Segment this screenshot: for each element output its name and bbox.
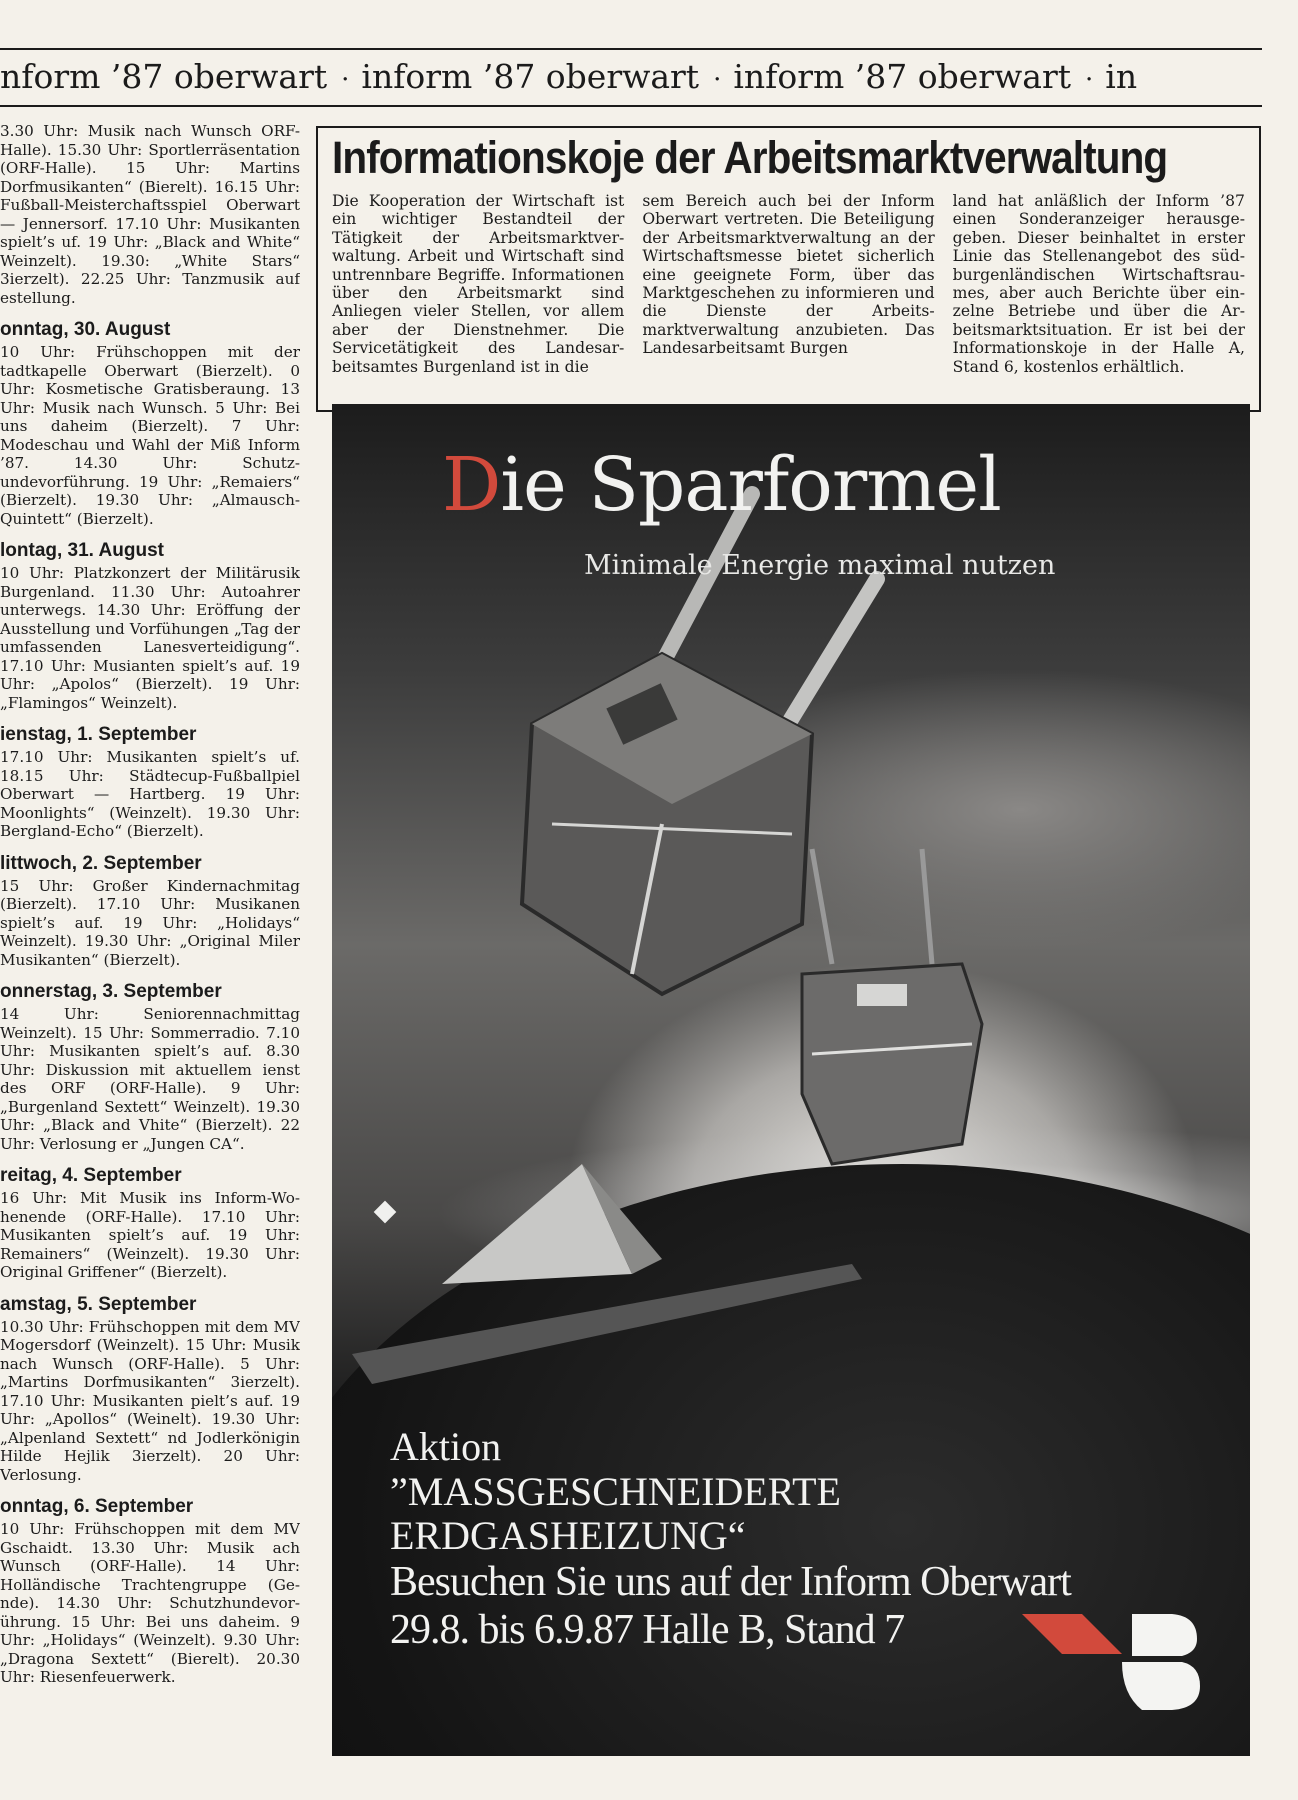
info-column-3: land hat anläßlich der Inform ’87 einen Sonderanzeiger herausgegeben. Dieser beinhaltet in erster Linie das Stellenangebot des südburgenländischen Wirtschaftsraumes, aber auch Berichte über einzelne Betriebe und über die Arbeitsmarktsituation. Er ist bei der Informationskoje in der Halle A, Stand 6, kostenlos erhältlich.: [952, 192, 1245, 376]
running-head-text: in: [1105, 57, 1138, 96]
running-head-text: inform ’87 oberwart: [733, 57, 1071, 96]
bottom-rule: [0, 105, 1262, 107]
separator-dot: ·: [341, 65, 350, 95]
schedule-day: [0, 1294, 300, 1485]
schedule-day: [0, 981, 300, 1153]
day-heading: onntag, 30. August: [0, 319, 171, 340]
ad-headline-initial: D: [442, 442, 501, 528]
schedule-text: 15 Uhr: Großer Kindernachmitag (Bierzelt). 17.10 Uhr: Musikanen spielt’s auf. 19 Uhr: „Holidays“ Weinzelt). 19.30 Uhr: „Original Miler Musikanten“ (Bierzelt).: [0, 876, 300, 969]
running-head: [0, 54, 1262, 100]
running-head-text: nform ’87 oberwart: [0, 57, 328, 96]
running-head-text: inform ’87 oberwart: [361, 57, 700, 96]
ad-subhead: Minimale Energie maximal nutzen: [584, 550, 1056, 581]
info-column-1: Die Kooperation der Wirtschaft ist ein wichtiger Bestandteil der Tätigkeit der Arbeitsmarktverwaltung. Arbeit und Wirtschaft sind untrennbare Begriffe. Informationen über den Arbeitsmarkt sind Anliegen vieler Stellen, vor allem aber der Dienstnehmer. Die Servicetätigkeit des Landesarbeitsamtes Burgenland ist in die: [332, 192, 625, 376]
schedule-day: [0, 122, 300, 307]
schedule-text: 10.30 Uhr: Frühschoppen mit dem MV Mogersdorf (Weinzelt). 15 Uhr: Musik nach Wunsch (ORF-Halle). 5 Uhr: „Martins Dorfmusikanten“ 3ierzelt). 17.10 Uhr: Musikanten pielt’s auf. 19 Uhr: „Apollos“ (Weinelt). 19.30 Uhr: „Alpenland Sextett“ nd Jodlerkönigin Hilde Hejlik 3ierzelt). 20 Uhr: Verlosung.: [0, 1317, 300, 1484]
advertisement: [332, 404, 1250, 1756]
schedule-day: [0, 853, 300, 970]
schedule-text: 10 Uhr: Platzkonzert der Militärusik Burgenland. 11.30 Uhr: Autoahrer unterwegs. 14.30 Uhr: Eröffung der Ausstellung und Vorfühungen „Tag der umfassenden Lanesverteidigung“. 17.10 Uhr: Musianten spielt’s auf. 19 Uhr: „Apolos“ (Bierzelt). 19 Uhr: „Flamingos“ Weinzelt).: [0, 564, 300, 712]
ad-line-4: Besuchen Sie uns auf der Inform Oberwart: [390, 1559, 1071, 1605]
top-rule: [0, 48, 1262, 50]
separator-dot: ·: [1085, 65, 1094, 95]
ad-line-2: ”MASSGESCHNEIDERTE: [390, 1469, 841, 1514]
ad-line-1: Aktion: [390, 1424, 502, 1469]
schedule-day: [0, 319, 300, 528]
day-heading: amstag, 5. September: [0, 1293, 197, 1315]
event-schedule: [0, 122, 300, 1772]
info-box-columns: [332, 192, 1245, 376]
ad-headline-rest: ie Sparformel: [500, 442, 1001, 528]
info-column-2: sem Bereich auch bei der Inform Oberwart vertreten. Die Beteiligung der Arbeitsmarktverwaltung an der Wirtschaftsmesse bietet sicherlich eine geeignete Form, über das Marktgeschehen zu informieren und die Dienste der Arbeitsmarktverwaltung anzubieten. Das Landesarbeitsamt Burgen: [642, 192, 935, 358]
schedule-day: [0, 724, 300, 841]
gas-meter-icon: [802, 849, 982, 1164]
info-box-title: Informationskoje der Arbeitsmarktverwaltung: [332, 132, 1168, 183]
day-heading: onntag, 6. September: [0, 1496, 194, 1517]
schedule-text: 16 Uhr: Mit Musik ins Inform-Wohenende (ORF-Halle). 17.10 Uhr: Musikanten spielt’s auf. 19 Uhr: Remainers“ (Weinzelt). 19.30 Uhr: Original Griffener“ (Bierzelt).: [0, 1189, 300, 1281]
schedule-day: [0, 540, 300, 712]
logo-icon: [1022, 1604, 1202, 1714]
schedule-day: [0, 1496, 300, 1687]
ad-line-5: 29.8. bis 6.9.87 Halle B, Stand 7: [390, 1607, 905, 1653]
day-heading: reitag, 4. September: [0, 1165, 182, 1186]
schedule-text: 10 Uhr: Frühschoppen mit dem MV Gschaidt. 13.30 Uhr: Musik ach Wunsch (ORF-Halle). 14 Uhr: Holländische Trachtengruppe (Gende). 14.30 Uhr: Schutzhundevorührung. 15 Uhr: Bei uns daheim. 9 Uhr: „Holidays“ (Weinzelt). 9.30 Uhr: „Dragona Sextett“ (Bierelt). 20.30 Uhr: Riesenfeuerwerk.: [0, 1520, 300, 1686]
schedule-text: 10 Uhr: Frühschoppen mit der tadtkapelle Oberwart (Bierzelt). 0 Uhr: Kosmetische Gratisberaung. 13 Uhr: Musik nach Wunsch. 5 Uhr: Bei uns daheim (Bierzelt). 7 Uhr: Modeschau und Wahl der Miß Inform ’87. 14.30 Uhr: Schutzundevorführung. 19 Uhr: „Remaiers“ (Bierzelt). 19.30 Uhr: „Almausch-Quintett“ (Bierzelt).: [0, 343, 300, 528]
day-heading: onnerstag, 3. September: [0, 981, 222, 1002]
pyramid-icon: [352, 1164, 862, 1384]
day-heading: ienstag, 1. September: [0, 724, 197, 745]
ad-line-3: ERDGASHEIZUNG“: [390, 1513, 746, 1558]
schedule-text: 17.10 Uhr: Musikanten spielt’s uf. 18.15 Uhr: Städtecup-Fußballpiel Oberwart — Hartberg. 19 Uhr: Moonlights“ (Weinzelt). 19.30 Uhr: Bergland-Echo“ (Bierzelt).: [0, 748, 300, 840]
schedule-text: 14 Uhr: Seniorennachmittag Weinzelt). 15 Uhr: Sommerradio. 7.10 Uhr: Musikanten spielt’s auf. 8.30 Uhr: Diskussion mit aktuellem ienst des ORF (ORF-Halle). 9 Uhr: „Burgenland Sextett“ Weinzelt). 19.30 Uhr: „Black and Vhite“ (Bierzelt). 22 Uhr: Verlosung er „Jungen CA“.: [0, 1005, 300, 1153]
schedule-text: 3.30 Uhr: Musik nach Wunsch ORF-Halle). 15.30 Uhr: Sportlerräsentation (ORF-Halle). 15 Uhr: Martins Dorfmusikanten“ (Bierelt). 16.15 Uhr: Fußball-Meisterchaftsspiel Oberwart — Jennersorf. 17.10 Uhr: Musikanten spielt’s uf. 19 Uhr: „Black and White“ Weinzelt). 19.30: „White Stars“ 3ierzelt). 22.25 Uhr: Tanzmusik auf estellung.: [0, 122, 300, 307]
schedule-day: [0, 1165, 300, 1282]
separator-dot: ·: [713, 65, 722, 95]
day-heading: lontag, 31. August: [0, 540, 164, 561]
day-heading: littwoch, 2. September: [0, 852, 202, 874]
ad-headline: [442, 442, 1001, 528]
info-box: [316, 126, 1261, 412]
